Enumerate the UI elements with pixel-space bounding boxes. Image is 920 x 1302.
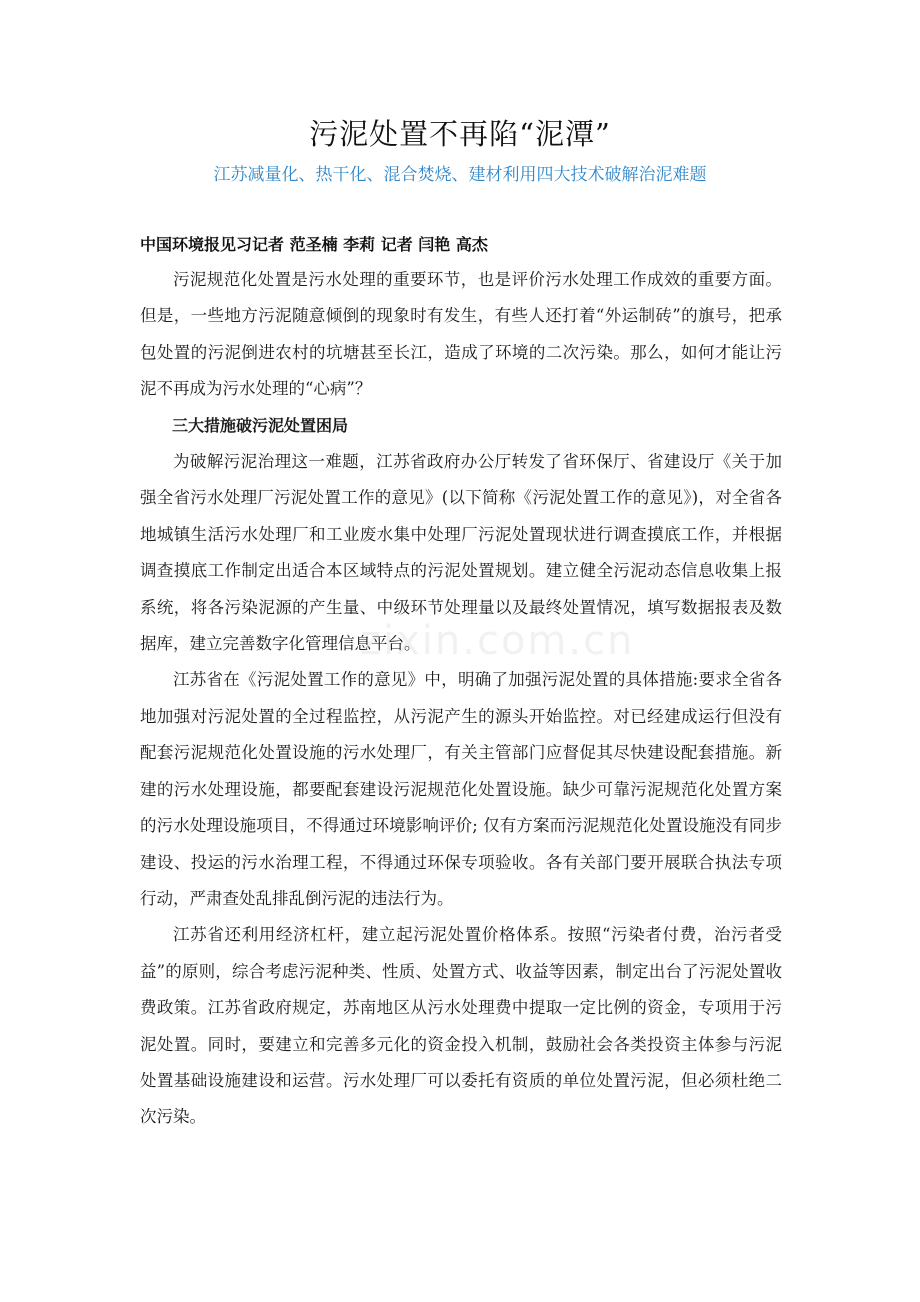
document-title: 污泥处置不再陷“泥潭” <box>309 117 611 151</box>
watermark: zixin.com.cn <box>360 618 635 664</box>
section-heading: 三大措施破污泥处置困局 <box>172 415 349 435</box>
byline: 中国环境报见习记者 范圣楠 李莉 记者 闫艳 高杰 <box>140 235 488 254</box>
document-subtitle: 江苏减量化、热干化、混合焚烧、建材利用四大技术破解治泥难题 <box>213 165 707 185</box>
paragraph-measures: 为破解污泥治理这一难题，江苏省政府办公厅转发了省环保厅、省建设厅《关于加强全省污水处理厂污泥处置工作的意见》(以下简称《污泥处置工作的意见》)，对全省各地城镇生活污水处理厂和工业废水集中处理厂污泥处置现状进行调查摸底工作，并根据调查摸底工作制定出适合本区域特点的污泥处置规划。建立健全污泥动态信息收集上报系统，将各污染泥源的产生量、中级环节处理量以及最终处置情况，填写数据报表及数据库，建立完善数字化管理信息平台。 <box>140 452 782 654</box>
paragraph-pricing: 江苏省还利用经济杠杆，建立起污泥处置价格体系。按照“污染者付费，治污者受益”的原则，综合考虑污泥种类、性质、处置方式、收益等因素，制定出台了污泥处置收费政策。江苏省政府规定，苏南地区从污水处理费中提取一定比例的资金，专项用于污泥处置。同时，要建立和完善多元化的资金投入机制，鼓励社会各类投资主体参与污泥处置基础设施建设和运营。污水处理厂可以委托有资质的单位处置污泥，但必须杜绝二次污染。 <box>140 925 782 1127</box>
article-body <box>140 262 782 1136</box>
paragraph-opinion: 江苏省在《污泥处置工作的意见》中，明确了加强污泥处置的具体措施:要求全省各地加强对污泥处置的全过程监控，从污泥产生的源头开始监控。对已经建成运行但没有配套污泥规范化处置设施的污水处理厂，有关主管部门应督促其尽快建设配套措施。新建的污水处理设施，都要配套建设污泥规范化处置设施。缺少可靠污泥规范化处置方案的污水处理设施项目，不得通过环境影响评价; 仅有方案而污泥规范化处置设施没有同步建设、投运的污水治理工程，不得通过环保专项验收。各有关部门要开展联合执法专项行动，严肃查处乱排乱倒污泥的违法行为。 <box>140 670 782 908</box>
paragraph-intro: 污泥规范化处置是污水处理的重要环节，也是评价污水处理工作成效的重要方面。但是，一些地方污泥随意倾倒的现象时有发生，有些人还打着“外运制砖”的旗号，把承包处置的污泥倒进农村的坑塘甚至长江，造成了环境的二次污染。那么，如何才能让污泥不再成为污水处理的“心病”？ <box>140 270 782 399</box>
